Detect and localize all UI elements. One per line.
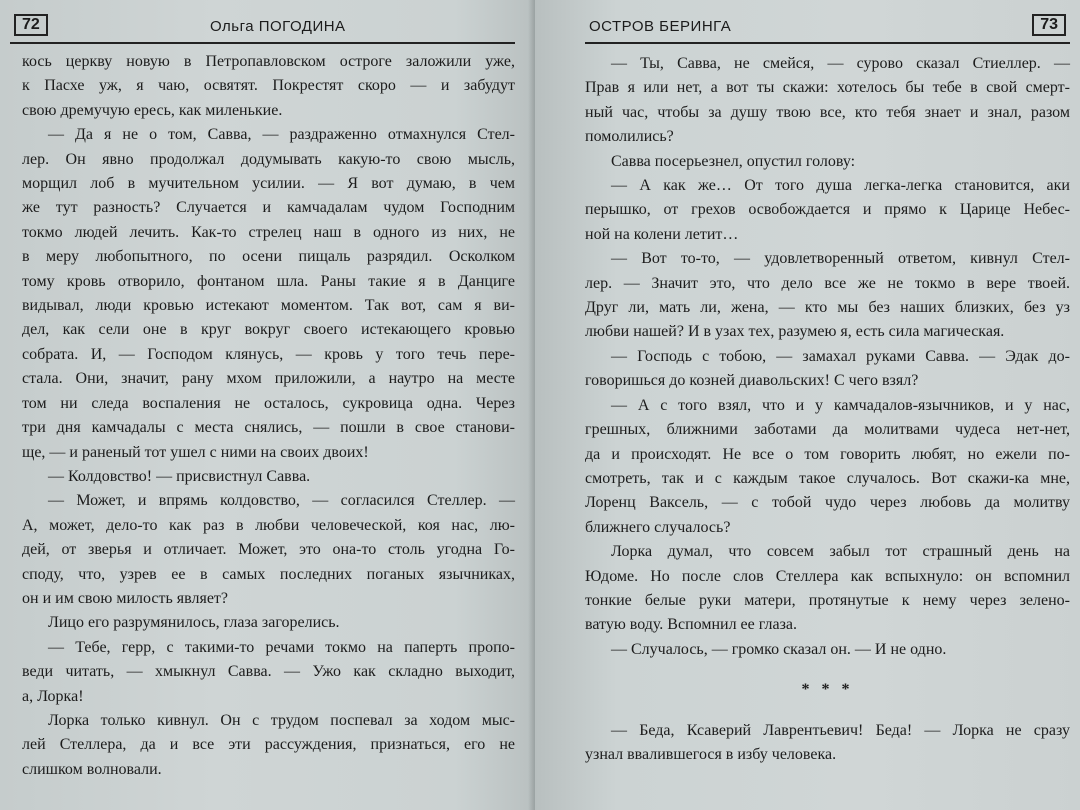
text-before-break: [585, 52, 1070, 662]
left-page-header: [10, 12, 515, 44]
text-line: а, Лорка!: [22, 687, 84, 705]
text-line: дей, от зверья и отличает. Может, это она-то столь угодна Го-: [22, 541, 515, 559]
text-line: — Случалось, — громко сказал он. — И не одно.: [611, 640, 947, 658]
text-line: помолились?: [585, 128, 674, 146]
text-line: да и происходят. Не все о том говорить любят, но ежели по-: [585, 445, 1070, 463]
text-line: дел, как сели оне в круг вокруг своего истекающего кровью: [22, 321, 515, 339]
text-line: лер. — Значит это, что дело все же не токмо в вере твоей.: [585, 274, 1070, 292]
text-line: тонкие белые руки матери, протянутые к нему через зелено-: [585, 591, 1070, 609]
text-line: — Беда, Ксаверий Лаврентьевич! Беда! — Лорка не сразу: [611, 721, 1070, 739]
text-line: ближнего случалось?: [585, 518, 731, 536]
section-break: * * *: [801, 681, 854, 699]
text-line: — Ты, Савва, не смейся, — сурово сказал Стиеллер. —: [611, 55, 1070, 72]
text-line: — А с того взял, что и у камчадалов-язычников, и у нас,: [611, 396, 1070, 414]
right-page-header: [585, 12, 1070, 44]
text-after-break: [585, 719, 1070, 768]
text-line: любви нашей? И в узах тех, разумею я, есть сила магическая.: [585, 323, 1005, 341]
text-line: стала. Они, значит, рану мхом приложили, а наутро на месте: [22, 370, 515, 388]
text-line: Лорка думал, что совсем забыл тот страшный день на: [611, 543, 1070, 561]
text-line: свою дремучую ересь, как миленькие.: [22, 101, 283, 119]
text-line: Юдоме. Но после слов Стеллера как вспыхнуло: он вспомнил: [585, 567, 1070, 585]
right-page: [535, 0, 1080, 810]
text-line: Прав я или нет, а вот ты скажи: хотелось бы тебе в свой смерт-: [585, 79, 1070, 97]
text-line: — Вот то-то, — удовлетворенный ответом, кивнул Стел-: [611, 250, 1070, 268]
page-number: 73: [1032, 14, 1066, 36]
text-line: слишком волновали.: [22, 760, 162, 778]
text-line: смотреть, так и с каждым такое случалось. Вот скажи-ка мне,: [585, 469, 1070, 487]
text-line: — Может, и впрямь колдовство, — согласился Стеллер. —: [48, 492, 515, 510]
text-line: споду, что, узрев ее в самых последних поганых язычниках,: [22, 565, 515, 583]
right-page-text: [585, 52, 1070, 767]
text-line: лей Стеллера, да и все эти рассуждения, признаться, его не: [22, 736, 515, 754]
text-line: видывал, люди кровью истекают моментом. Так вот, сам я ви-: [22, 297, 515, 315]
text-line: — Господь с тобою, — замахал руками Савва. — Эдак до-: [611, 347, 1070, 365]
text-line: же тут разность? Случается и камчадалам чудом Господним: [22, 199, 515, 217]
text-line: кось церкву новую в Петропавловском остроге заложили уже,: [22, 53, 515, 70]
text-line: — А как же… От того душа легка-легка становится, аки: [611, 177, 1070, 195]
left-page-text: [10, 50, 515, 782]
text-line: тому кровь отворило, фонтаном шла. Раны такие я в Данциге: [22, 272, 515, 290]
text-line: лер. Он явно продолжал додумывать какую-то свою мысль,: [22, 150, 515, 168]
running-head-title: ОСТРОВ БЕРИНГА: [589, 18, 732, 35]
text-line: Лоренц Ваксель, — с тобой чудо через любовь да молитву: [585, 494, 1070, 512]
text-line: морщил лоб в мучительном усилии. — Я вот думаю, в чем: [22, 175, 515, 193]
page-number: 72: [14, 14, 48, 36]
text-line: узнал ввалившегося в избу человека.: [585, 745, 837, 763]
text-line: — Тебе, герр, с такими-то речами токмо на паперть пропо-: [48, 638, 515, 656]
text-line: А, может, дело-то как раз в любви человеческой, коя нас, лю-: [22, 516, 515, 534]
text-line: перышко, от грехов освобождается и прямо к Царице Небес-: [585, 201, 1070, 219]
text-line: говоришься до козней диавольских! С чего взял?: [585, 372, 919, 390]
text-line: Савва посерьезнел, опустил голову:: [611, 152, 856, 170]
running-head-author: Ольга ПОГОДИНА: [210, 18, 346, 35]
text-line: собрата. И, — Господом клянусь, — кровь у того течь пере-: [22, 345, 515, 363]
text-line: веди читать, — хмыкнул Савва. — Ужо как складно выходит,: [22, 663, 515, 681]
text-line: — Колдовство! — присвистнул Савва.: [48, 467, 311, 485]
text-line: — Да я не о том, Савва, — раздраженно отмахнулся Стел-: [48, 126, 515, 144]
text-line: ный час, чтобы за душу твою все, кто тебя знает и знал, разом: [585, 103, 1070, 121]
text-line: ще, — и раненый тот ушел с ними на своих двоих!: [22, 443, 369, 461]
text-line: грешных, ближними заботами да молитвами чудеса нет-нет,: [585, 421, 1070, 439]
text-line: токмо людей лечить. Как-то стрелец наш в одного из них, не: [22, 223, 515, 241]
text-line: три дня камчадалы с места снялись, — пошли в свое станови-: [22, 419, 515, 437]
text-line: том ни следа воспаления не осталось, сукровица одна. Через: [22, 394, 515, 412]
text-line: Лицо его разрумянилось, глаза загорелись.: [48, 614, 340, 632]
text-line: ной на колени летит…: [585, 225, 739, 243]
left-page: [0, 0, 535, 810]
text-line: Лорка только кивнул. Он с трудом поспевал за ходом мыс-: [48, 711, 515, 729]
text-line: к Пасхе уж, я чаю, освятят. Покрестят скоро — и забудут: [22, 77, 515, 95]
text-line: он и им свою милость являет?: [22, 589, 229, 607]
text-line: ватую воду. Вспомнил ее глаза.: [585, 616, 798, 634]
text-line: в меру любопытного, по осени пищаль разрядил. Осколком: [22, 248, 515, 266]
text-line: Друг ли, мать ли, жена, — кто мы без наших близких, без уз: [585, 299, 1070, 317]
